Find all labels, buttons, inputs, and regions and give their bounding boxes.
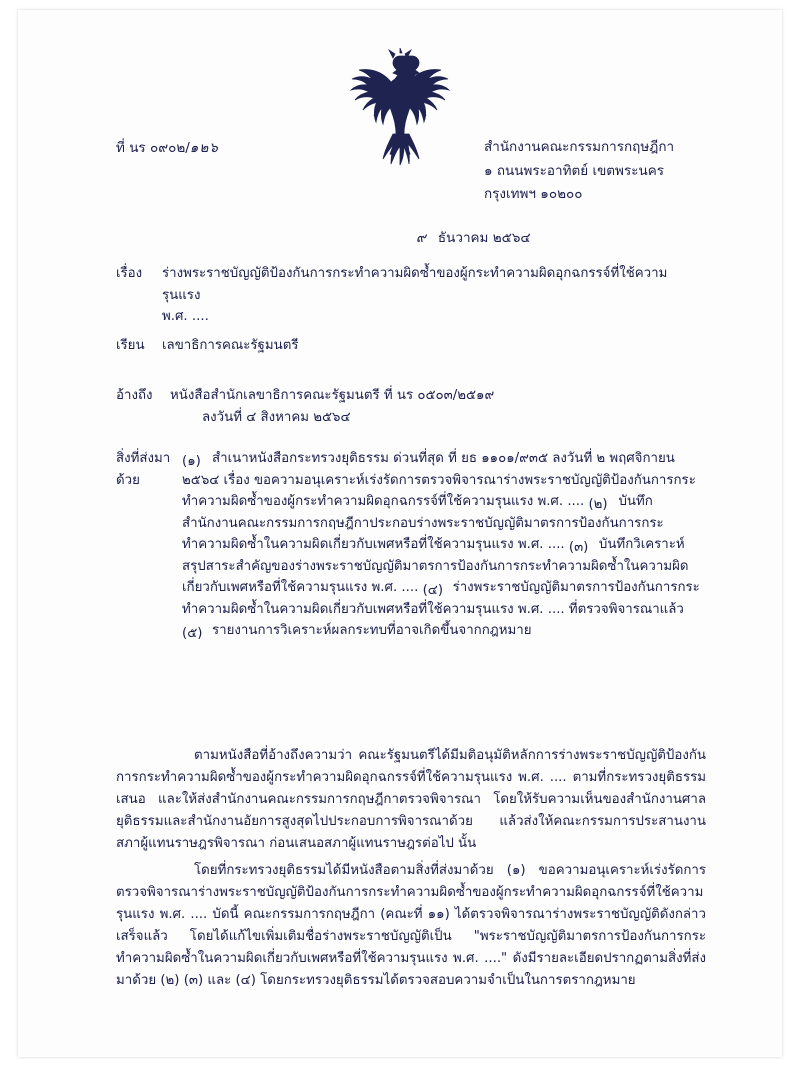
document-date — [416, 228, 531, 250]
enclosure-marker: (๔) — [422, 583, 444, 599]
enclosure-item — [182, 623, 532, 642]
paragraph-2-text: โดยที่กระทรวงยุติธรรมได้มีหนังสือตามสิ่งที่ส่งมาด้วย (๑) ขอความอนุเคราะห์เร่งรัดการตรวจพิจารณาร่างพระราชบัญญัติป้องกันการกระทำความผิดซ้ำของผู้กระทำความผิดอุกฉกรรจ์ที่ใช้ความรุนแรง พ.ศ. .... บัดนี้ คณะกรรมการกฤษฎีกา (คณะที่ ๑๑) ได้ตรวจพิจารณาร่างพระราชบัญญัติดังกล่าวเสร็จแล้ว โดยได้แก้ไขเพิ่มเติมชื่อร่างพระราชบัญญัติเป็น "พระราชบัญญัติมาตรการป้องกันการกระทำความผิดซ้ำในความผิดเกี่ยวกับเพศหรือที่ใช้ความรุนแรง พ.ศ. ...." ดังมีรายละเอียดปรากฏตามสิ่งที่ส่งมาด้วย (๒) (๓) และ (๔) โดยกระทรวงยุติธรรมได้ตรวจสอบความจำเป็นในการตรากฎหมาย — [116, 863, 706, 989]
subject-value-line2: พ.ศ. .... — [162, 309, 209, 325]
enclosure-marker: (๒) — [588, 497, 608, 513]
enclosure-text: รายงานการวิเคราะห์ผลกระทบที่อาจเกิดขึ้นจากกฎหมาย — [212, 623, 532, 639]
office-city: กรุงเทพฯ ๑๐๒๐๐ — [484, 186, 583, 203]
enclosure-text: บันทึกสำนักงานคณะกรรมการกฤษฎีกาประกอบร่างพระราชบัญญัติมาตรการป้องกันการกระทำความผิดซ้ำในความผิดเกี่ยวกับเพศหรือที่ใช้ความรุนแรง พ.ศ. .... — [182, 494, 664, 553]
subject-label: เรื่อง — [116, 266, 143, 281]
enclosures-row — [116, 448, 716, 642]
garuda-emblem — [335, 48, 465, 178]
subject-row — [116, 263, 706, 328]
enclosure-text: ร่างพระราชบัญญัติมาตรการป้องกันการกระทำความผิดซ้ำในความผิดเกี่ยวกับเพศหรือที่ใช้ความรุนแรง พ.ศ. .... ที่ตรวจพิจารณาแล้ว — [182, 580, 700, 617]
office-street: ๑ ถนนพระอาทิตย์ เขตพระนคร — [484, 162, 664, 179]
document-number-label: ที่ นร ๐๙๐๒/ — [116, 140, 190, 156]
office-name: สำนักงานคณะกรรมการกฤษฎีกา — [484, 139, 675, 155]
document-body — [18, 10, 782, 1057]
date-month-year: ธันวาคม ๒๕๖๔ — [437, 230, 531, 246]
enclosure-marker: (๑) — [182, 454, 201, 469]
enclosure-text: บันทึกวิเคราะห์สรุปสาระสำคัญของร่างพระราชบัญญัติมาตรการป้องกันการกระทำความผิดซ้ำในความผิดเกี่ยวกับเพศหรือที่ใช้ความรุนแรง พ.ศ. .... — [182, 537, 689, 596]
paragraph-1 — [116, 745, 706, 855]
attention-value: เลขาธิการคณะรัฐมนตรี — [162, 338, 299, 353]
paper-sheet — [18, 10, 782, 1057]
enclosure-marker: (๕) — [182, 626, 203, 642]
reference-value: หนังสือสำนักเลขาธิการคณะรัฐมนตรี ที่ นร ๐๕๐๓/๒๕๑๙ — [170, 388, 495, 403]
enclosures-label: สิ่งที่ส่งมาด้วย — [116, 451, 171, 488]
paragraph-1-text: ตามหนังสือที่อ้างถึงความว่า คณะรัฐมนตรีได้มีมติอนุมัติหลักการร่างพระราชบัญญัติป้องกันการกระทำความผิดซ้ำของผู้กระทำความผิดอุกฉกรรจ์ที่ใช้ความรุนแรง พ.ศ. .... ตามที่กระทรวงยุติธรรมเสนอ และให้ส่งสำนักงานคณะกรรมการกฤษฎีกาตรวจพิจารณา โดยให้รับความเห็นของสำนักงานศาลยุติธรรมและสำนักงานอัยการสูงสุดไปประกอบการพิจารณาด้วย แล้วส่งให้คณะกรรมการประสานงานสภาผู้แทนราษฎรพิจารณา ก่อนเสนอสภาผู้แทนราษฎรต่อไป นั้น — [116, 748, 706, 852]
subject-value: ร่างพระราชบัญญัติป้องกันการกระทำความผิดซ้ำของผู้กระทำความผิดอุกฉกรรจ์ที่ใช้ความรุนแรง — [162, 266, 668, 303]
date-day-handwritten: ๙ — [416, 230, 426, 246]
reference-row — [116, 385, 706, 428]
enclosures-list — [182, 448, 706, 642]
attention-label: เรียน — [116, 338, 145, 353]
reference-label: อ้างถึง — [116, 388, 153, 403]
attention-row — [116, 335, 299, 357]
document-number — [116, 138, 219, 160]
office-address — [484, 136, 674, 207]
enclosure-text: สำเนาหนังสือกระทรวงยุติธรรม ด่วนที่สุด ที่ ยธ ๑๑๐๑/๙๓๕ ลงวันที่ ๒ พฤศจิกายน ๒๕๖๔ เรื่อง ขอความอนุเคราะห์เร่งรัดการตรวจพิจารณาร่างพระราชบัญญัติป้องกันการกระทำความผิดซ้ำของผู้กระทำความผิดอุกฉกรรจ์ที่ใช้ความรุนแรง พ.ศ. .... — [182, 451, 696, 510]
enclosure-marker: (๓) — [568, 540, 589, 556]
document-number-value: ๑๒๖ — [189, 140, 219, 156]
paragraph-2 — [116, 860, 706, 992]
reference-value-line2: ลงวันที่ ๔ สิงหาคม ๒๕๖๔ — [202, 409, 351, 425]
